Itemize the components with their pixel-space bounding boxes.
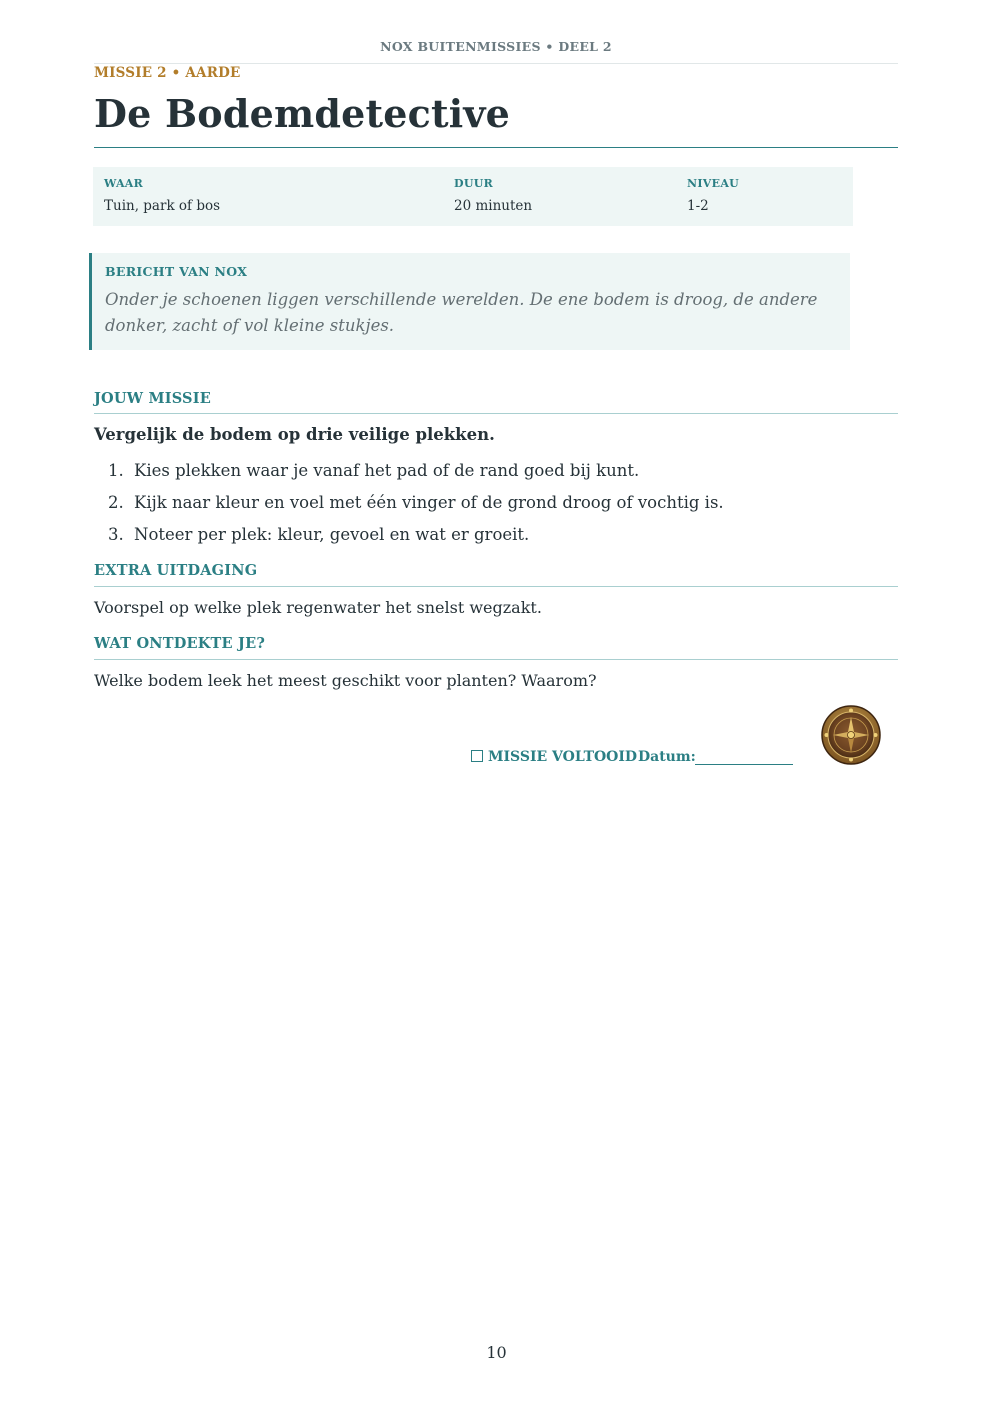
compass-badge-icon xyxy=(820,704,882,766)
fact-value: 20 minuten xyxy=(454,198,533,214)
page-title: De Bodemdetective xyxy=(94,91,511,136)
section-heading-mission: JOUW MISSIE xyxy=(94,390,211,407)
title-divider xyxy=(94,147,898,148)
section-divider xyxy=(94,586,898,587)
date-field-line[interactable] xyxy=(695,764,793,765)
callout-label: BERICHT VAN NOX xyxy=(105,264,248,279)
checkbox-icon xyxy=(471,750,483,762)
step-number: 3. xyxy=(108,525,124,544)
date-label: Datum: xyxy=(638,749,696,765)
fact-label: NIVEAU xyxy=(687,177,740,190)
running-header-divider xyxy=(94,63,898,64)
section-divider xyxy=(94,659,898,660)
running-header: NOX BUITENMISSIES • DEEL 2 xyxy=(380,39,612,54)
nox-message-callout xyxy=(89,253,850,350)
step-text: Noteer per plek: kleur, gevoel en wat er groeit. xyxy=(134,525,530,544)
section-divider xyxy=(94,413,898,414)
extra-challenge-text: Voorspel op welke plek regenwater het snelst wegzakt. xyxy=(94,598,542,617)
page-number: 10 xyxy=(486,1343,507,1362)
step-text: Kijk naar kleur en voel met één vinger of de grond droog of vochtig is. xyxy=(134,493,724,512)
step-number: 2. xyxy=(108,493,124,512)
callout-text: Onder je schoenen liggen verschillende werelden. De ene bodem is droog, de andere donker, zacht of vol kleine stukjes. xyxy=(105,290,818,335)
section-heading-discover: WAT ONTDEKTE JE? xyxy=(94,635,266,652)
fact-label: DUUR xyxy=(454,177,494,190)
mission-lead: Vergelijk de bodem op drie veilige plekken. xyxy=(94,425,495,444)
mission-complete-checkbox[interactable] xyxy=(471,749,637,765)
fact-label: WAAR xyxy=(104,177,144,190)
fact-value: Tuin, park of bos xyxy=(104,198,221,214)
step-number: 1. xyxy=(108,461,124,480)
step-text: Kies plekken waar je vanaf het pad of de rand goed bij kunt. xyxy=(134,461,640,480)
mission-complete-label: MISSIE VOLTOOID xyxy=(488,749,638,765)
fact-value: 1-2 xyxy=(687,198,709,214)
mission-facts-panel xyxy=(93,167,853,226)
discover-question: Welke bodem leek het meest geschikt voor planten? Waarom? xyxy=(94,671,597,690)
section-heading-extra: EXTRA UITDAGING xyxy=(94,562,258,579)
mission-eyebrow: MISSIE 2 • AARDE xyxy=(94,65,241,81)
